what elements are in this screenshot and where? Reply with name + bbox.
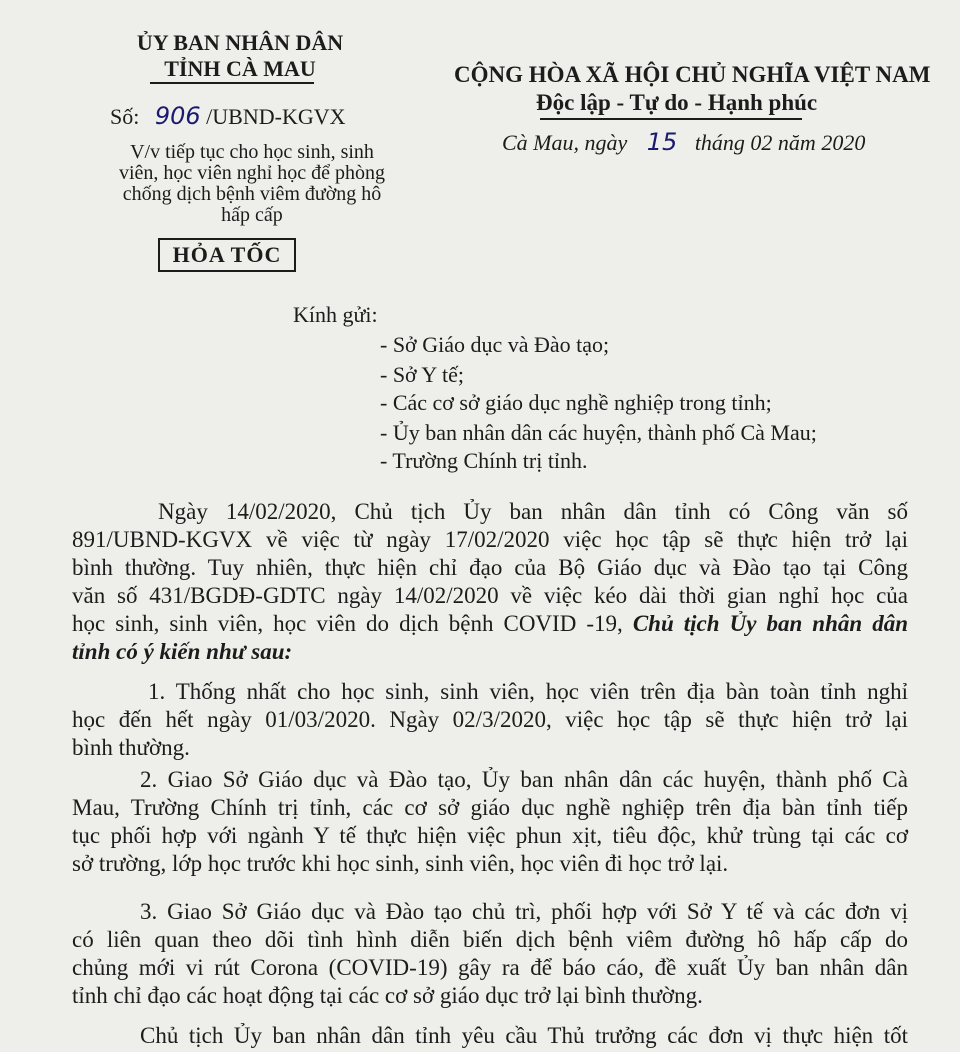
emphasis-text: tỉnh có ý kiến như sau: bbox=[72, 639, 293, 664]
motto-underline bbox=[540, 118, 802, 120]
paragraph-line: chủng mới vi rút Corona (COVID-19) gây ra để báo cáo, đề xuất Ủy ban nhân dân bbox=[72, 955, 908, 980]
paragraph-line: sở trường, lớp học trước khi học sinh, sinh viên, học viên đi học trở lại. bbox=[72, 851, 729, 876]
paragraph-text: học sinh, sinh viên, học viên do dịch bệnh COVID -19, bbox=[72, 611, 623, 636]
item-3-paragraph bbox=[72, 898, 908, 1010]
handwritten-day: 15 bbox=[646, 128, 678, 156]
paragraph-line: bình thường. bbox=[72, 735, 190, 760]
paragraph-line: Chủ tịch Ủy ban nhân dân tỉnh yêu cầu Thủ trưởng các đơn vị thực hiện tốt bbox=[140, 1023, 908, 1048]
recipient-item: - Trường Chính trị tỉnh. bbox=[380, 448, 588, 473]
intro-paragraph bbox=[72, 498, 908, 666]
nation-title: CỘNG HÒA XÃ HỘI CHỦ NGHĨA VIỆT NAM bbox=[454, 62, 931, 87]
paragraph-line: có liên quan theo dõi tình hình diễn biến dịch bệnh viêm đường hô hấp cấp do bbox=[72, 927, 908, 952]
recipients-label: Kính gửi: bbox=[293, 302, 378, 327]
paragraph-line: 3. Giao Sở Giáo dục và Đào tạo chủ trì, phối hợp với Sở Y tế và các đơn vị bbox=[140, 899, 908, 924]
subject-line-1: V/v tiếp tục cho học sinh, sinh bbox=[130, 141, 374, 163]
item-1-paragraph bbox=[72, 678, 908, 762]
paragraph-line: tỉnh chỉ đạo các hoạt động tại các cơ sở giáo dục trở lại bình thường. bbox=[72, 983, 703, 1008]
paragraph-line: 1. Thống nhất cho học sinh, sinh viên, học viên trên địa bàn toàn tỉnh nghỉ bbox=[148, 679, 908, 704]
subject-line-4: hấp cấp bbox=[221, 204, 283, 226]
agency-name: ỦY BAN NHÂN DÂN bbox=[136, 30, 344, 55]
paragraph-line: tục phối hợp với ngành Y tế thực hiện việc phun xịt, tiêu độc, khử trùng tại các cơ bbox=[72, 823, 908, 848]
paragraph-line: Mau, Trường Chính trị tỉnh, các cơ sở giáo dục nghề nghiệp trên địa bàn tỉnh tiếp bbox=[72, 795, 908, 820]
closing-paragraph bbox=[72, 1022, 908, 1050]
recipient-item: - Sở Giáo dục và Đào tạo; bbox=[380, 332, 610, 357]
paragraph-line: Ngày 14/02/2020, Chủ tịch Ủy ban nhân dân tỉnh có Công văn số bbox=[158, 499, 908, 524]
document-date bbox=[502, 128, 865, 156]
recipient-item: - Ủy ban nhân dân các huyện, thành phố Cà Mau; bbox=[380, 420, 817, 445]
item-2-paragraph bbox=[72, 766, 908, 878]
date-prefix: Cà Mau, ngày bbox=[502, 130, 628, 155]
recipient-item: - Các cơ sở giáo dục nghề nghiệp trong tỉnh; bbox=[380, 390, 772, 415]
subject-line-2: viên, học viên nghỉ học để phòng bbox=[118, 162, 386, 184]
paragraph-line: 2. Giao Sở Giáo dục và Đào tạo, Ủy ban nhân dân các huyện, thành phố Cà bbox=[140, 767, 908, 792]
recipient-item: - Sở Y tế; bbox=[380, 362, 464, 387]
number-label: Số: bbox=[110, 104, 140, 129]
paragraph-line: học đến hết ngày 01/03/2020. Ngày 02/3/2020, việc học tập sẽ thực hiện trở lại bbox=[72, 707, 908, 732]
agency-province: TỈNH CÀ MAU bbox=[164, 56, 316, 81]
paragraph-line: 891/UBND-KGVX về việc từ ngày 17/02/2020 việc học tập sẽ thực hiện trở lại bbox=[72, 527, 908, 552]
date-suffix: tháng 02 năm 2020 bbox=[694, 130, 866, 155]
subject-line-3: chống dịch bệnh viêm đường hô bbox=[122, 183, 382, 205]
paragraph-line: bình thường. Tuy nhiên, thực hiện chỉ đạo của Bộ Giáo dục và Đào tạo tại Công bbox=[72, 555, 908, 580]
number-suffix: /UBND-KGVX bbox=[206, 104, 346, 129]
agency-underline bbox=[150, 82, 314, 84]
handwritten-number: 906 bbox=[154, 102, 201, 130]
paragraph-line-mixed bbox=[72, 610, 908, 638]
urgency-stamp: HỎA TỐC bbox=[158, 238, 296, 272]
paragraph-line: văn số 431/BGDĐ-GDTC ngày 14/02/2020 về việc kéo dài thời gian nghỉ học của bbox=[72, 583, 908, 608]
document-number bbox=[110, 102, 346, 130]
emphasis-text: Chủ tịch Ủy ban nhân dân bbox=[632, 611, 909, 636]
nation-motto: Độc lập - Tự do - Hạnh phúc bbox=[536, 90, 818, 115]
